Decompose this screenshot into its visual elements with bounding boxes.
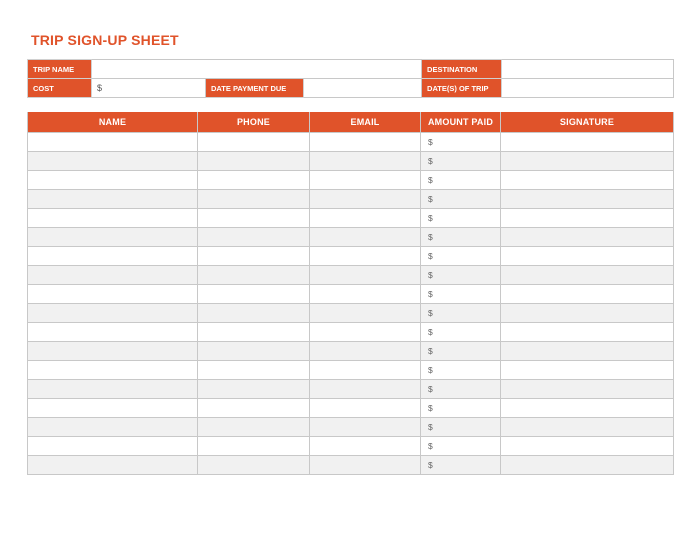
phone-cell[interactable] (198, 342, 310, 361)
signature-cell[interactable] (501, 399, 674, 418)
signup-table (27, 112, 674, 475)
email-cell[interactable] (310, 209, 421, 228)
email-cell[interactable] (310, 323, 421, 342)
name-cell[interactable] (28, 152, 198, 171)
signature-cell[interactable] (501, 228, 674, 247)
destination-label: DESTINATION (422, 60, 502, 79)
amount-cell[interactable]: $ (421, 209, 501, 228)
dates-of-trip-label: DATE(S) OF TRIP (422, 79, 502, 98)
signature-cell[interactable] (501, 418, 674, 437)
signature-cell[interactable] (501, 171, 674, 190)
email-cell[interactable] (310, 437, 421, 456)
table-row (28, 209, 674, 228)
phone-cell[interactable] (198, 228, 310, 247)
signature-cell[interactable] (501, 323, 674, 342)
email-cell[interactable] (310, 247, 421, 266)
phone-cell[interactable] (198, 361, 310, 380)
phone-cell[interactable] (198, 323, 310, 342)
dates-of-trip-field[interactable] (502, 79, 674, 98)
phone-cell[interactable] (198, 456, 310, 475)
phone-cell[interactable] (198, 285, 310, 304)
signature-cell[interactable] (501, 304, 674, 323)
name-cell[interactable] (28, 247, 198, 266)
name-cell[interactable] (28, 209, 198, 228)
email-cell[interactable] (310, 304, 421, 323)
cost-label: COST (28, 79, 92, 98)
email-cell[interactable] (310, 171, 421, 190)
phone-cell[interactable] (198, 418, 310, 437)
amount-cell[interactable]: $ (421, 342, 501, 361)
table-row (28, 285, 674, 304)
phone-cell[interactable] (198, 171, 310, 190)
column-header-email: EMAIL (310, 112, 421, 133)
email-cell[interactable] (310, 285, 421, 304)
phone-cell[interactable] (198, 152, 310, 171)
column-header-name: NAME (28, 112, 198, 133)
signature-cell[interactable] (501, 437, 674, 456)
table-row (28, 133, 674, 152)
phone-cell[interactable] (198, 399, 310, 418)
name-cell[interactable] (28, 285, 198, 304)
signature-cell[interactable] (501, 209, 674, 228)
name-cell[interactable] (28, 228, 198, 247)
name-cell[interactable] (28, 323, 198, 342)
name-cell[interactable] (28, 190, 198, 209)
date-payment-due-label: DATE PAYMENT DUE (206, 79, 304, 98)
amount-cell[interactable]: $ (421, 133, 501, 152)
trip-name-field[interactable] (92, 60, 422, 79)
name-cell[interactable] (28, 418, 198, 437)
name-cell[interactable] (28, 437, 198, 456)
table-row (28, 437, 674, 456)
amount-cell[interactable]: $ (421, 228, 501, 247)
table-row (28, 266, 674, 285)
phone-cell[interactable] (198, 380, 310, 399)
table-row (28, 418, 674, 437)
name-cell[interactable] (28, 266, 198, 285)
amount-cell[interactable]: $ (421, 418, 501, 437)
signature-cell[interactable] (501, 152, 674, 171)
signature-cell[interactable] (501, 285, 674, 304)
amount-cell[interactable]: $ (421, 456, 501, 475)
email-cell[interactable] (310, 456, 421, 475)
name-cell[interactable] (28, 380, 198, 399)
table-row (28, 190, 674, 209)
email-cell[interactable] (310, 228, 421, 247)
name-cell[interactable] (28, 304, 198, 323)
amount-cell[interactable]: $ (421, 380, 501, 399)
table-row (28, 323, 674, 342)
email-cell[interactable] (310, 399, 421, 418)
trip-info-table (27, 59, 674, 98)
amount-cell[interactable]: $ (421, 361, 501, 380)
email-cell[interactable] (310, 190, 421, 209)
table-header-row (28, 112, 674, 133)
amount-cell[interactable]: $ (421, 285, 501, 304)
email-cell[interactable] (310, 152, 421, 171)
name-cell[interactable] (28, 133, 198, 152)
table-row (28, 304, 674, 323)
table-row (28, 171, 674, 190)
column-header-amount-paid: AMOUNT PAID (421, 112, 501, 133)
name-cell[interactable] (28, 456, 198, 475)
signature-cell[interactable] (501, 133, 674, 152)
phone-cell[interactable] (198, 266, 310, 285)
trip-name-label: TRIP NAME (28, 60, 92, 79)
page-title: TRIP SIGN-UP SHEET (31, 32, 179, 48)
amount-cell[interactable]: $ (421, 247, 501, 266)
name-cell[interactable] (28, 171, 198, 190)
table-row (28, 152, 674, 171)
cost-field[interactable]: $ (92, 79, 206, 98)
amount-cell[interactable]: $ (421, 323, 501, 342)
phone-cell[interactable] (198, 209, 310, 228)
signature-cell[interactable] (501, 247, 674, 266)
email-cell[interactable] (310, 361, 421, 380)
table-row (28, 456, 674, 475)
signature-cell[interactable] (501, 190, 674, 209)
table-row (28, 380, 674, 399)
name-cell[interactable] (28, 342, 198, 361)
table-row (28, 228, 674, 247)
email-cell[interactable] (310, 133, 421, 152)
name-cell[interactable] (28, 361, 198, 380)
column-header-signature: SIGNATURE (501, 112, 674, 133)
phone-cell[interactable] (198, 437, 310, 456)
signature-cell[interactable] (501, 456, 674, 475)
amount-cell[interactable]: $ (421, 437, 501, 456)
amount-cell[interactable]: $ (421, 190, 501, 209)
destination-field[interactable] (502, 60, 674, 79)
trip-info-row-1 (28, 60, 674, 79)
amount-cell[interactable]: $ (421, 304, 501, 323)
table-row (28, 342, 674, 361)
email-cell[interactable] (310, 380, 421, 399)
signature-cell[interactable] (501, 361, 674, 380)
name-cell[interactable] (28, 399, 198, 418)
amount-cell[interactable]: $ (421, 266, 501, 285)
phone-cell[interactable] (198, 304, 310, 323)
email-cell[interactable] (310, 342, 421, 361)
date-payment-due-field[interactable] (304, 79, 422, 98)
phone-cell[interactable] (198, 133, 310, 152)
amount-cell[interactable]: $ (421, 152, 501, 171)
amount-cell[interactable]: $ (421, 399, 501, 418)
table-row (28, 247, 674, 266)
signature-cell[interactable] (501, 380, 674, 399)
column-header-phone: PHONE (198, 112, 310, 133)
table-row (28, 361, 674, 380)
email-cell[interactable] (310, 266, 421, 285)
signature-cell[interactable] (501, 342, 674, 361)
phone-cell[interactable] (198, 247, 310, 266)
signature-cell[interactable] (501, 266, 674, 285)
phone-cell[interactable] (198, 190, 310, 209)
amount-cell[interactable]: $ (421, 171, 501, 190)
trip-info-row-2 (28, 79, 674, 98)
email-cell[interactable] (310, 418, 421, 437)
table-row (28, 399, 674, 418)
